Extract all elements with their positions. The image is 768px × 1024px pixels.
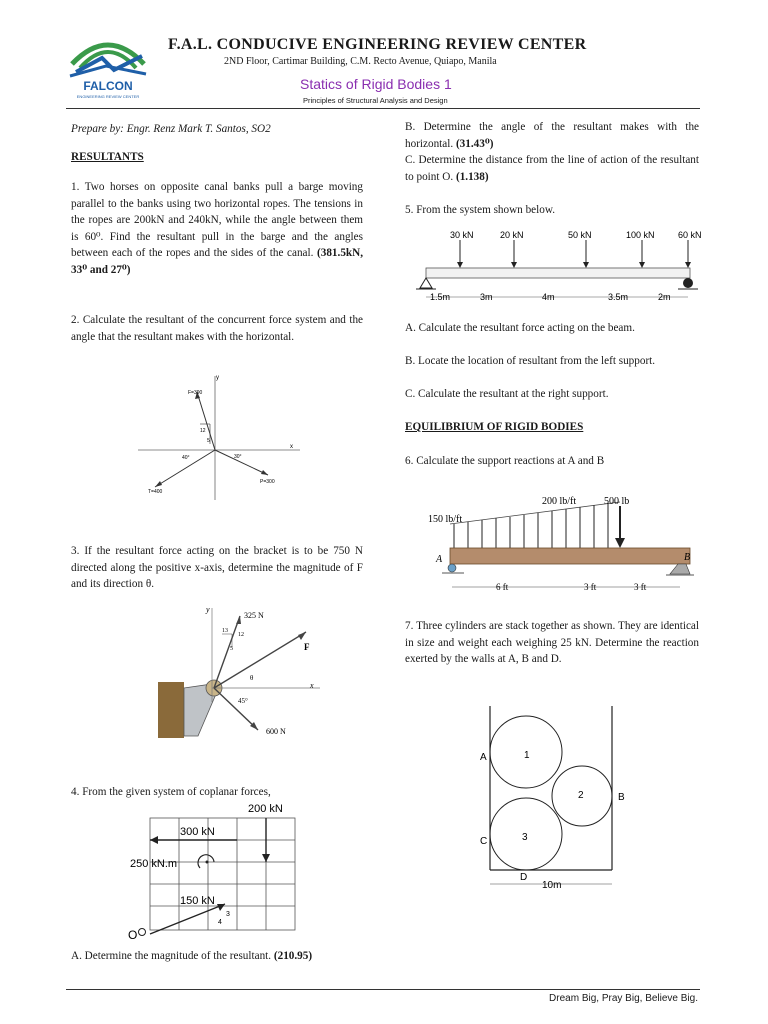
problem-5b: B. Locate the location of resultant from the left support. <box>405 355 656 367</box>
figure-beam-loads <box>412 226 712 304</box>
problem-4a <box>71 948 363 965</box>
falcon-logo-icon <box>62 30 154 102</box>
load-5-label: 60 kN <box>678 230 702 240</box>
fig3-theta-label: θ <box>250 674 254 682</box>
fig2-y-label: y <box>216 375 219 381</box>
fig2-12-label: 12 <box>200 428 206 434</box>
figure-distributed-beam <box>424 490 704 594</box>
fig3-y-label: y <box>206 605 210 614</box>
section-resultants: RESULTANTS <box>71 151 144 163</box>
fig4-o-label: O <box>128 928 138 942</box>
wood-beam <box>450 548 690 564</box>
footer-motto: Dream Big, Pray Big, Believe Big. <box>549 993 698 1004</box>
distributed-load-arrows <box>454 503 608 548</box>
problem-4b-answer: (31.43⁰) <box>455 137 494 150</box>
fig7-d-label: D <box>520 872 528 883</box>
fig7-b-label: B <box>618 792 625 803</box>
fig4-150-label: 150 kN <box>180 895 215 907</box>
fig2-30-label: 30° <box>234 454 242 460</box>
span-3-label: 4m <box>542 292 555 302</box>
problem-4: 4. From the given system of coplanar forces, <box>71 786 271 798</box>
span-4-label: 3.5m <box>608 292 629 302</box>
page-title: F.A.L. CONDUCIVE ENGINEERING REVIEW CENTER <box>168 36 587 53</box>
grid <box>150 818 295 930</box>
cyl3-label: 3 <box>522 832 528 843</box>
falcon-logo <box>62 30 154 102</box>
force-f-arrow <box>214 632 306 688</box>
fig6-d2-label: 3 ft <box>584 582 597 592</box>
address: 2ND Floor, Cartimar Building, C.M. Recto Avenue, Quiapo, Manila <box>224 56 497 67</box>
problem-4c-text: C. Determine the distance from the line of action of the resultant to point O. <box>405 154 699 183</box>
fig3-5-label: 5 <box>230 646 233 652</box>
prepared-by: Prepare by: Engr. Renz Mark T. Santos, SO2 <box>71 123 271 135</box>
load-1-label: 30 kN <box>450 230 474 240</box>
cyl2-label: 2 <box>578 790 584 801</box>
fig3-f-label: F <box>304 642 310 652</box>
load-4-label: 100 kN <box>626 230 655 240</box>
fig2-x-label: x <box>290 444 293 450</box>
support-b <box>670 564 690 574</box>
point-o <box>139 929 146 936</box>
problem-1-text: 1. Two horses on opposite canal banks pull a barge moving parallel to the banks using two horizontal ropes. The tensions in the ropes are 200kN and 240kN, while the angle between them is 60⁰. Find the resultant pull in the barge and the angles between each of the ropes and the sides of the canal. <box>71 181 363 260</box>
fig4-250-label: 250 kN.m <box>130 858 178 870</box>
fig4-3-label: 3 <box>226 911 230 918</box>
logo-tagline: ENGINEERING REVIEW CENTER <box>76 94 140 99</box>
problem-5a: A. Calculate the resultant force acting on the beam. <box>405 322 635 334</box>
problem-4c-answer: (1.138) <box>455 170 489 183</box>
fig6-w2-label: 200 lb/ft <box>542 496 577 507</box>
figure-concurrent-forces <box>130 368 300 500</box>
problem-4b <box>405 119 699 152</box>
fig4-300-label: 300 kN <box>180 826 215 838</box>
problem-5c: C. Calculate the resultant at the right support. <box>405 388 609 400</box>
fig2-5-label: 5 <box>207 438 210 444</box>
fig2-f390-label: F=390 <box>188 390 203 396</box>
figure-cylinders <box>476 702 646 892</box>
problem-1 <box>71 179 363 279</box>
support-a <box>448 564 456 572</box>
span-5-label: 2m <box>658 292 671 302</box>
footer-divider <box>66 989 700 990</box>
force-325-arrow <box>214 616 240 688</box>
force-600-arrow <box>214 688 258 730</box>
fig3-45-label: 45° <box>238 697 248 705</box>
load-3-label: 50 kN <box>568 230 592 240</box>
problem-3: 3. If the resultant force acting on the bracket is to be 750 N directed along the positive x-axis, determine the magnitude of F and its direction θ. <box>71 545 363 591</box>
fig2-t400-label: T=400 <box>148 489 163 495</box>
header-divider <box>66 108 700 109</box>
fig7-width-label: 10m <box>542 880 562 891</box>
fig6-d3-label: 3 ft <box>634 582 647 592</box>
fig3-x-label: x <box>310 681 314 690</box>
problem-4b-text: B. Determine the angle of the resultant makes with the horizontal. <box>405 121 699 150</box>
section-equilibrium: EQUILIBRIUM OF RIGID BODIES <box>405 421 584 433</box>
problem-1-answer: (381.5kN, 33⁰ and 27⁰) <box>71 247 364 276</box>
load-2-label: 20 kN <box>500 230 524 240</box>
fig6-p-label: 500 lb <box>604 496 630 507</box>
load-arrows <box>460 240 688 266</box>
problem-4a-answer: (210.95) <box>273 950 313 962</box>
fig6-w1-label: 150 lb/ft <box>428 514 463 525</box>
fig3-325-label: 325 N <box>244 611 264 620</box>
fig6-a-label: A <box>436 554 443 565</box>
problem-6: 6. Calculate the support reactions at A and B <box>405 455 605 467</box>
fig2-40-label: 40° <box>182 455 190 461</box>
left-support <box>420 278 432 288</box>
cyl1-label: 1 <box>524 750 530 761</box>
fig3-600-label: 600 N <box>266 727 286 736</box>
fig7-c-label: C <box>480 836 488 847</box>
force-150-arrow <box>150 904 225 934</box>
figure-bracket <box>150 602 330 742</box>
fig7-a-label: A <box>480 752 487 763</box>
wall <box>158 682 184 738</box>
problem-5: 5. From the system shown below. <box>405 204 555 216</box>
span-2-label: 3m <box>480 292 493 302</box>
force-f390-arrow <box>197 392 215 450</box>
fig3-12-label: 12 <box>238 632 244 638</box>
fig6-b-label: B <box>684 552 691 563</box>
problem-2: 2. Calculate the resultant of the concurrent force system and the angle that the resultant makes with the horizontal. <box>71 314 363 343</box>
fig2-p300-label: P=300 <box>260 479 275 485</box>
fig6-d1-label: 6 ft <box>496 582 509 592</box>
problem-7: 7. Three cylinders are stack together as shown. They are identical in size and weight each weighing 25 kN. Determine the reaction exerted by the walls at A, B and D. <box>405 620 699 666</box>
problem-4a-text: A. Determine the magnitude of the resultant. <box>71 950 272 962</box>
subject-title: Statics of Rigid Bodies 1 <box>300 76 452 92</box>
figure-coplanar-forces <box>128 800 300 942</box>
fig4-4-label: 4 <box>218 919 222 926</box>
logo-text: FALCON <box>83 79 133 93</box>
span-1-label: 1.5m <box>430 292 451 302</box>
fig4-200-label: 200 kN <box>248 803 283 815</box>
fig3-13-label: 13 <box>222 628 228 634</box>
problem-4c <box>405 152 699 185</box>
subject-subtitle: Principles of Structural Analysis and Design <box>303 96 448 105</box>
beam <box>426 268 690 278</box>
right-support <box>683 278 693 288</box>
